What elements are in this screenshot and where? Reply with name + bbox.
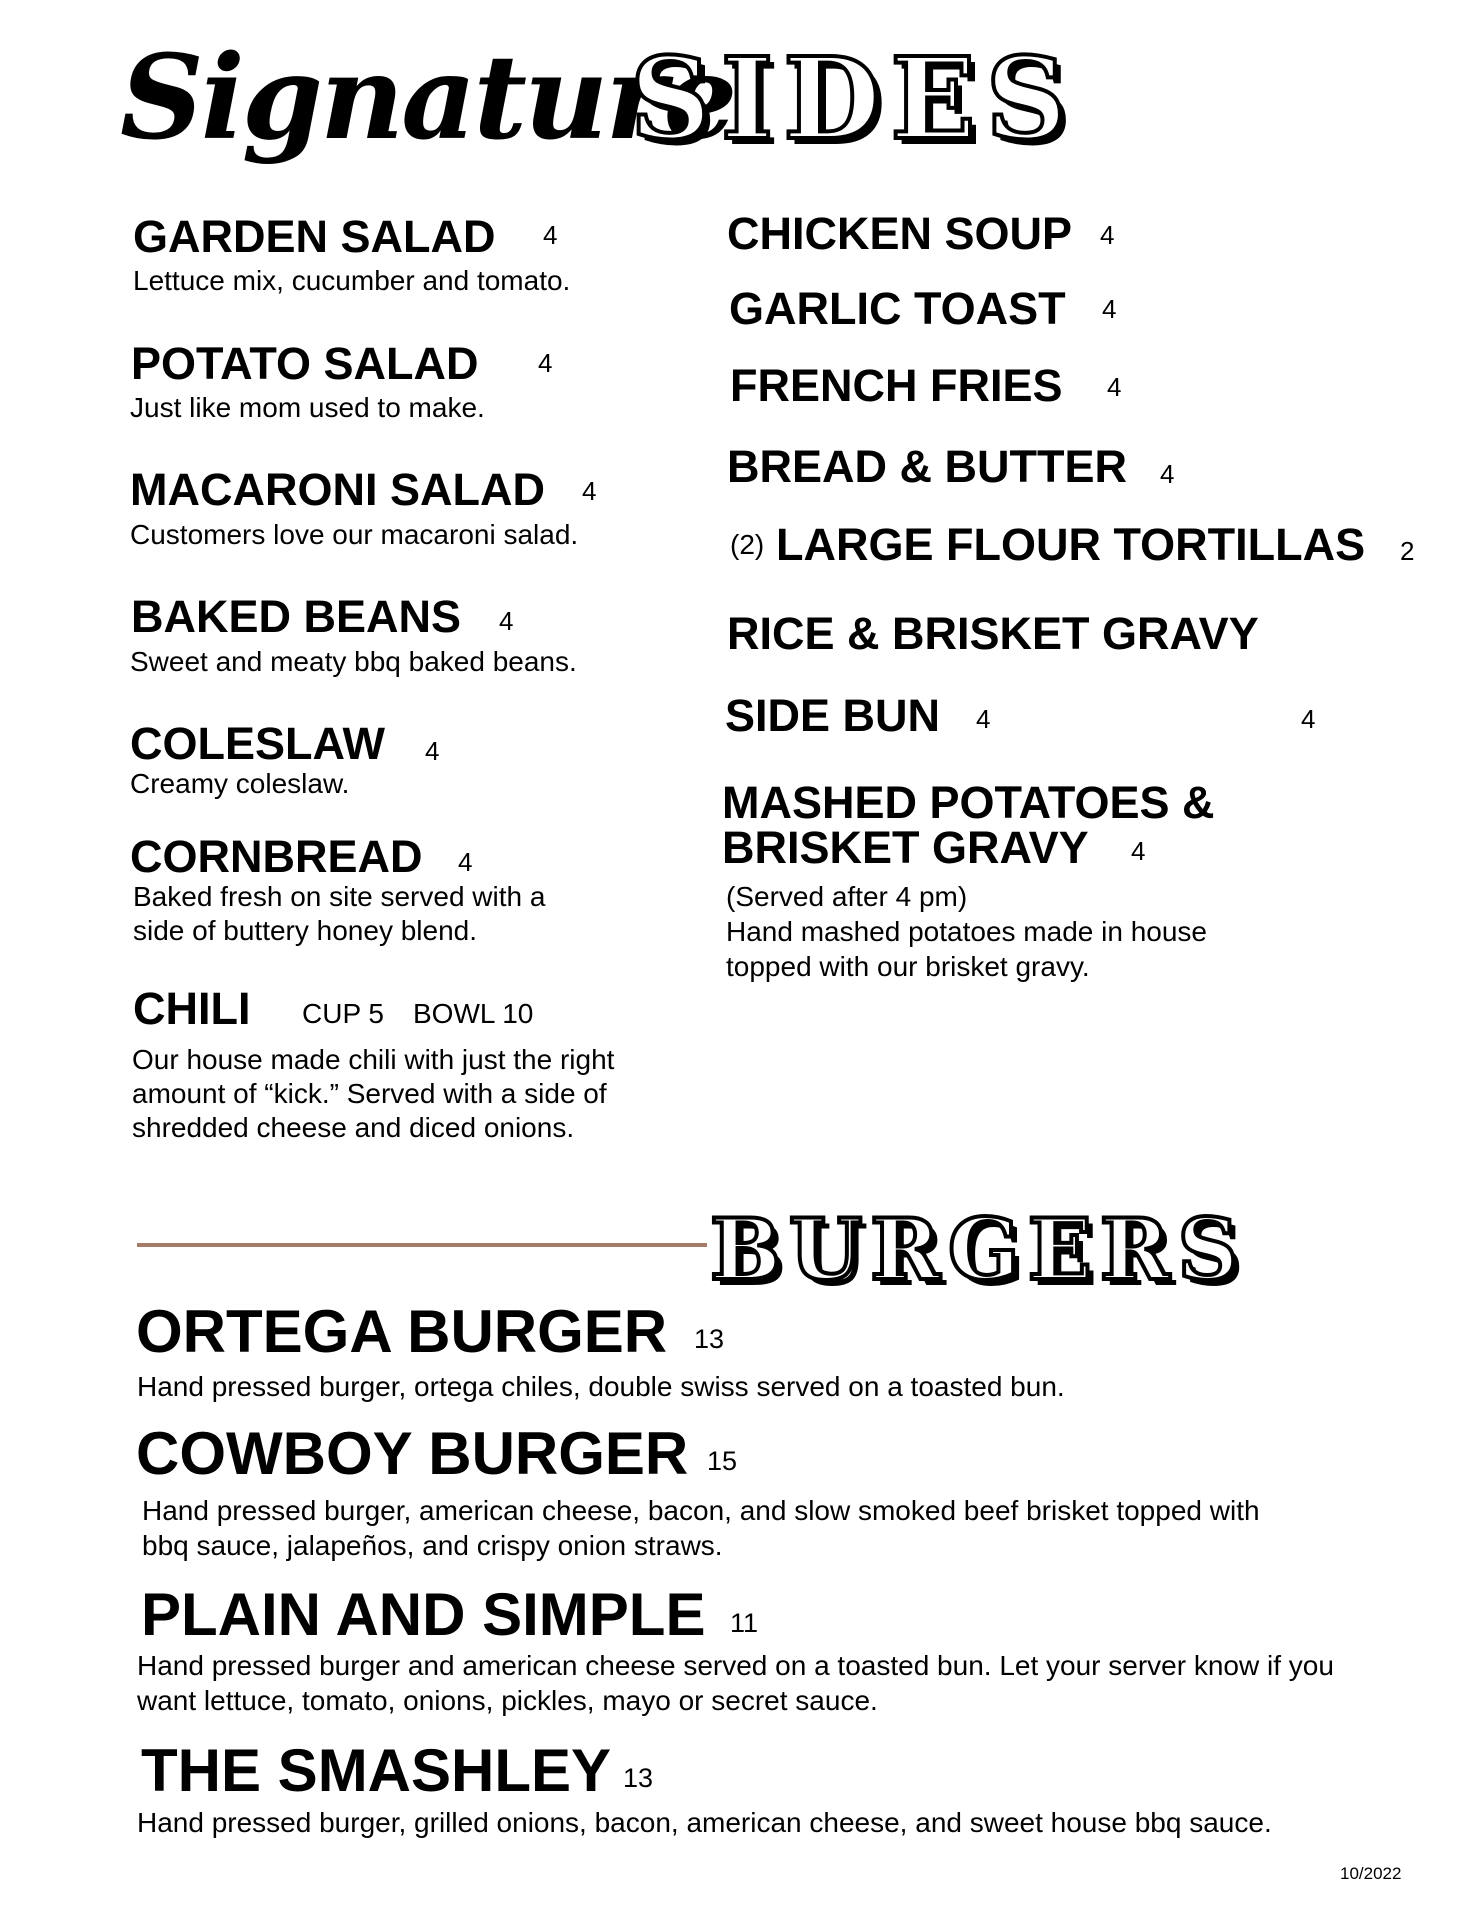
cornbread-desc-line-1: Baked fresh on site served with a xyxy=(133,881,546,912)
french-fries-price: 4 xyxy=(1107,372,1122,402)
mashed-name-line-1: MASHED POTATOES & xyxy=(722,777,1215,828)
tortillas-name: LARGE FLOUR TORTILLAS xyxy=(776,519,1366,570)
burgers-divider-line xyxy=(137,1243,707,1247)
coleslaw-price: 4 xyxy=(425,736,440,766)
chili-desc-line-1: Our house made chili with just the right xyxy=(132,1044,615,1075)
cornbread-desc-line-2: side of buttery honey blend. xyxy=(133,915,478,946)
garden-salad-name: GARDEN SALAD xyxy=(133,211,496,262)
mashed-desc-line-2: Hand mashed potatoes made in house xyxy=(726,916,1207,947)
chili-cup-price: CUP 5 xyxy=(302,998,384,1029)
garlic-toast-name: GARLIC TOAST xyxy=(729,283,1066,334)
chili-desc-line-2: amount of “kick.” Served with a side of xyxy=(132,1078,607,1109)
bread-butter-name: BREAD & BUTTER xyxy=(727,441,1127,492)
tortillas-price: 2 xyxy=(1400,536,1415,566)
garden-salad-price: 4 xyxy=(543,220,558,250)
mashed-desc-line-3: topped with our brisket gravy. xyxy=(726,951,1090,982)
coleslaw-desc: Creamy coleslaw. xyxy=(130,768,350,799)
plain-simple-price: 11 xyxy=(730,1608,759,1638)
side-bun-name: SIDE BUN xyxy=(725,690,941,741)
mashed-price: 4 xyxy=(1131,836,1146,866)
burgers-title: BURGERS xyxy=(710,1200,1247,1299)
coleslaw-name: COLESLAW xyxy=(130,718,385,769)
footer-date: 10/2022 xyxy=(1340,1864,1402,1883)
potato-salad-price: 4 xyxy=(538,348,553,378)
mashed-desc-line-1: (Served after 4 pm) xyxy=(726,881,968,912)
cowboy-burger-desc-line-1: Hand pressed burger, american cheese, bacon, and slow smoked beef brisket topped with xyxy=(142,1495,1260,1526)
chicken-soup-name: CHICKEN SOUP xyxy=(727,208,1073,259)
baked-beans-name: BAKED BEANS xyxy=(131,591,462,642)
french-fries-name: FRENCH FRIES xyxy=(730,360,1063,411)
macaroni-salad-desc: Customers love our macaroni salad. xyxy=(130,519,579,550)
plain-simple-name: PLAIN AND SIMPLE xyxy=(141,1581,706,1648)
macaroni-salad-price: 4 xyxy=(582,476,597,506)
smashley-desc: Hand pressed burger, grilled onions, bacon, american cheese, and sweet house bbq sauce. xyxy=(137,1807,1272,1838)
tortillas-prefix: (2) xyxy=(730,529,765,560)
chili-bowl-price: BOWL 10 xyxy=(413,998,534,1029)
cowboy-burger-name: COWBOY BURGER xyxy=(136,1420,689,1487)
chili-name: CHILI xyxy=(133,983,251,1034)
mashed-name-line-2: BRISKET GRAVY xyxy=(722,822,1089,873)
ortega-burger-name: ORTEGA BURGER xyxy=(136,1298,668,1365)
garlic-toast-price: 4 xyxy=(1102,294,1117,324)
ortega-burger-price: 13 xyxy=(694,1324,725,1354)
plain-simple-desc-line-1: Hand pressed burger and american cheese served on a toasted bun. Let your server know if you xyxy=(137,1650,1334,1681)
rice-gravy-name: RICE & BRISKET GRAVY xyxy=(727,608,1259,659)
smashley-price: 13 xyxy=(623,1763,654,1793)
baked-beans-desc: Sweet and meaty bbq baked beans. xyxy=(130,646,577,677)
chili-desc-line-3: shredded cheese and diced onions. xyxy=(132,1112,575,1143)
chicken-soup-price: 4 xyxy=(1100,220,1115,250)
signature-script-title: Signature xyxy=(120,30,735,166)
potato-salad-desc: Just like mom used to make. xyxy=(130,392,485,423)
sides-title: SIDES xyxy=(630,34,1077,165)
cornbread-name: CORNBREAD xyxy=(130,831,423,882)
bread-butter-price: 4 xyxy=(1160,459,1175,489)
ortega-burger-desc: Hand pressed burger, ortega chiles, double swiss served on a toasted bun. xyxy=(137,1371,1065,1402)
potato-salad-name: POTATO SALAD xyxy=(131,338,479,389)
cowboy-burger-price: 15 xyxy=(707,1446,738,1476)
plain-simple-desc-line-2: want lettuce, tomato, onions, pickles, mayo or secret sauce. xyxy=(137,1685,878,1716)
rice-gravy-price: 4 xyxy=(1301,704,1316,734)
smashley-name: THE SMASHLEY xyxy=(141,1737,612,1804)
side-bun-price: 4 xyxy=(976,704,991,734)
baked-beans-price: 4 xyxy=(499,606,514,636)
cowboy-burger-desc-line-2: bbq sauce, jalapeños, and crispy onion straws. xyxy=(142,1530,723,1561)
cornbread-price: 4 xyxy=(458,847,473,877)
macaroni-salad-name: MACARONI SALAD xyxy=(130,464,545,515)
garden-salad-desc: Lettuce mix, cucumber and tomato. xyxy=(133,265,571,296)
